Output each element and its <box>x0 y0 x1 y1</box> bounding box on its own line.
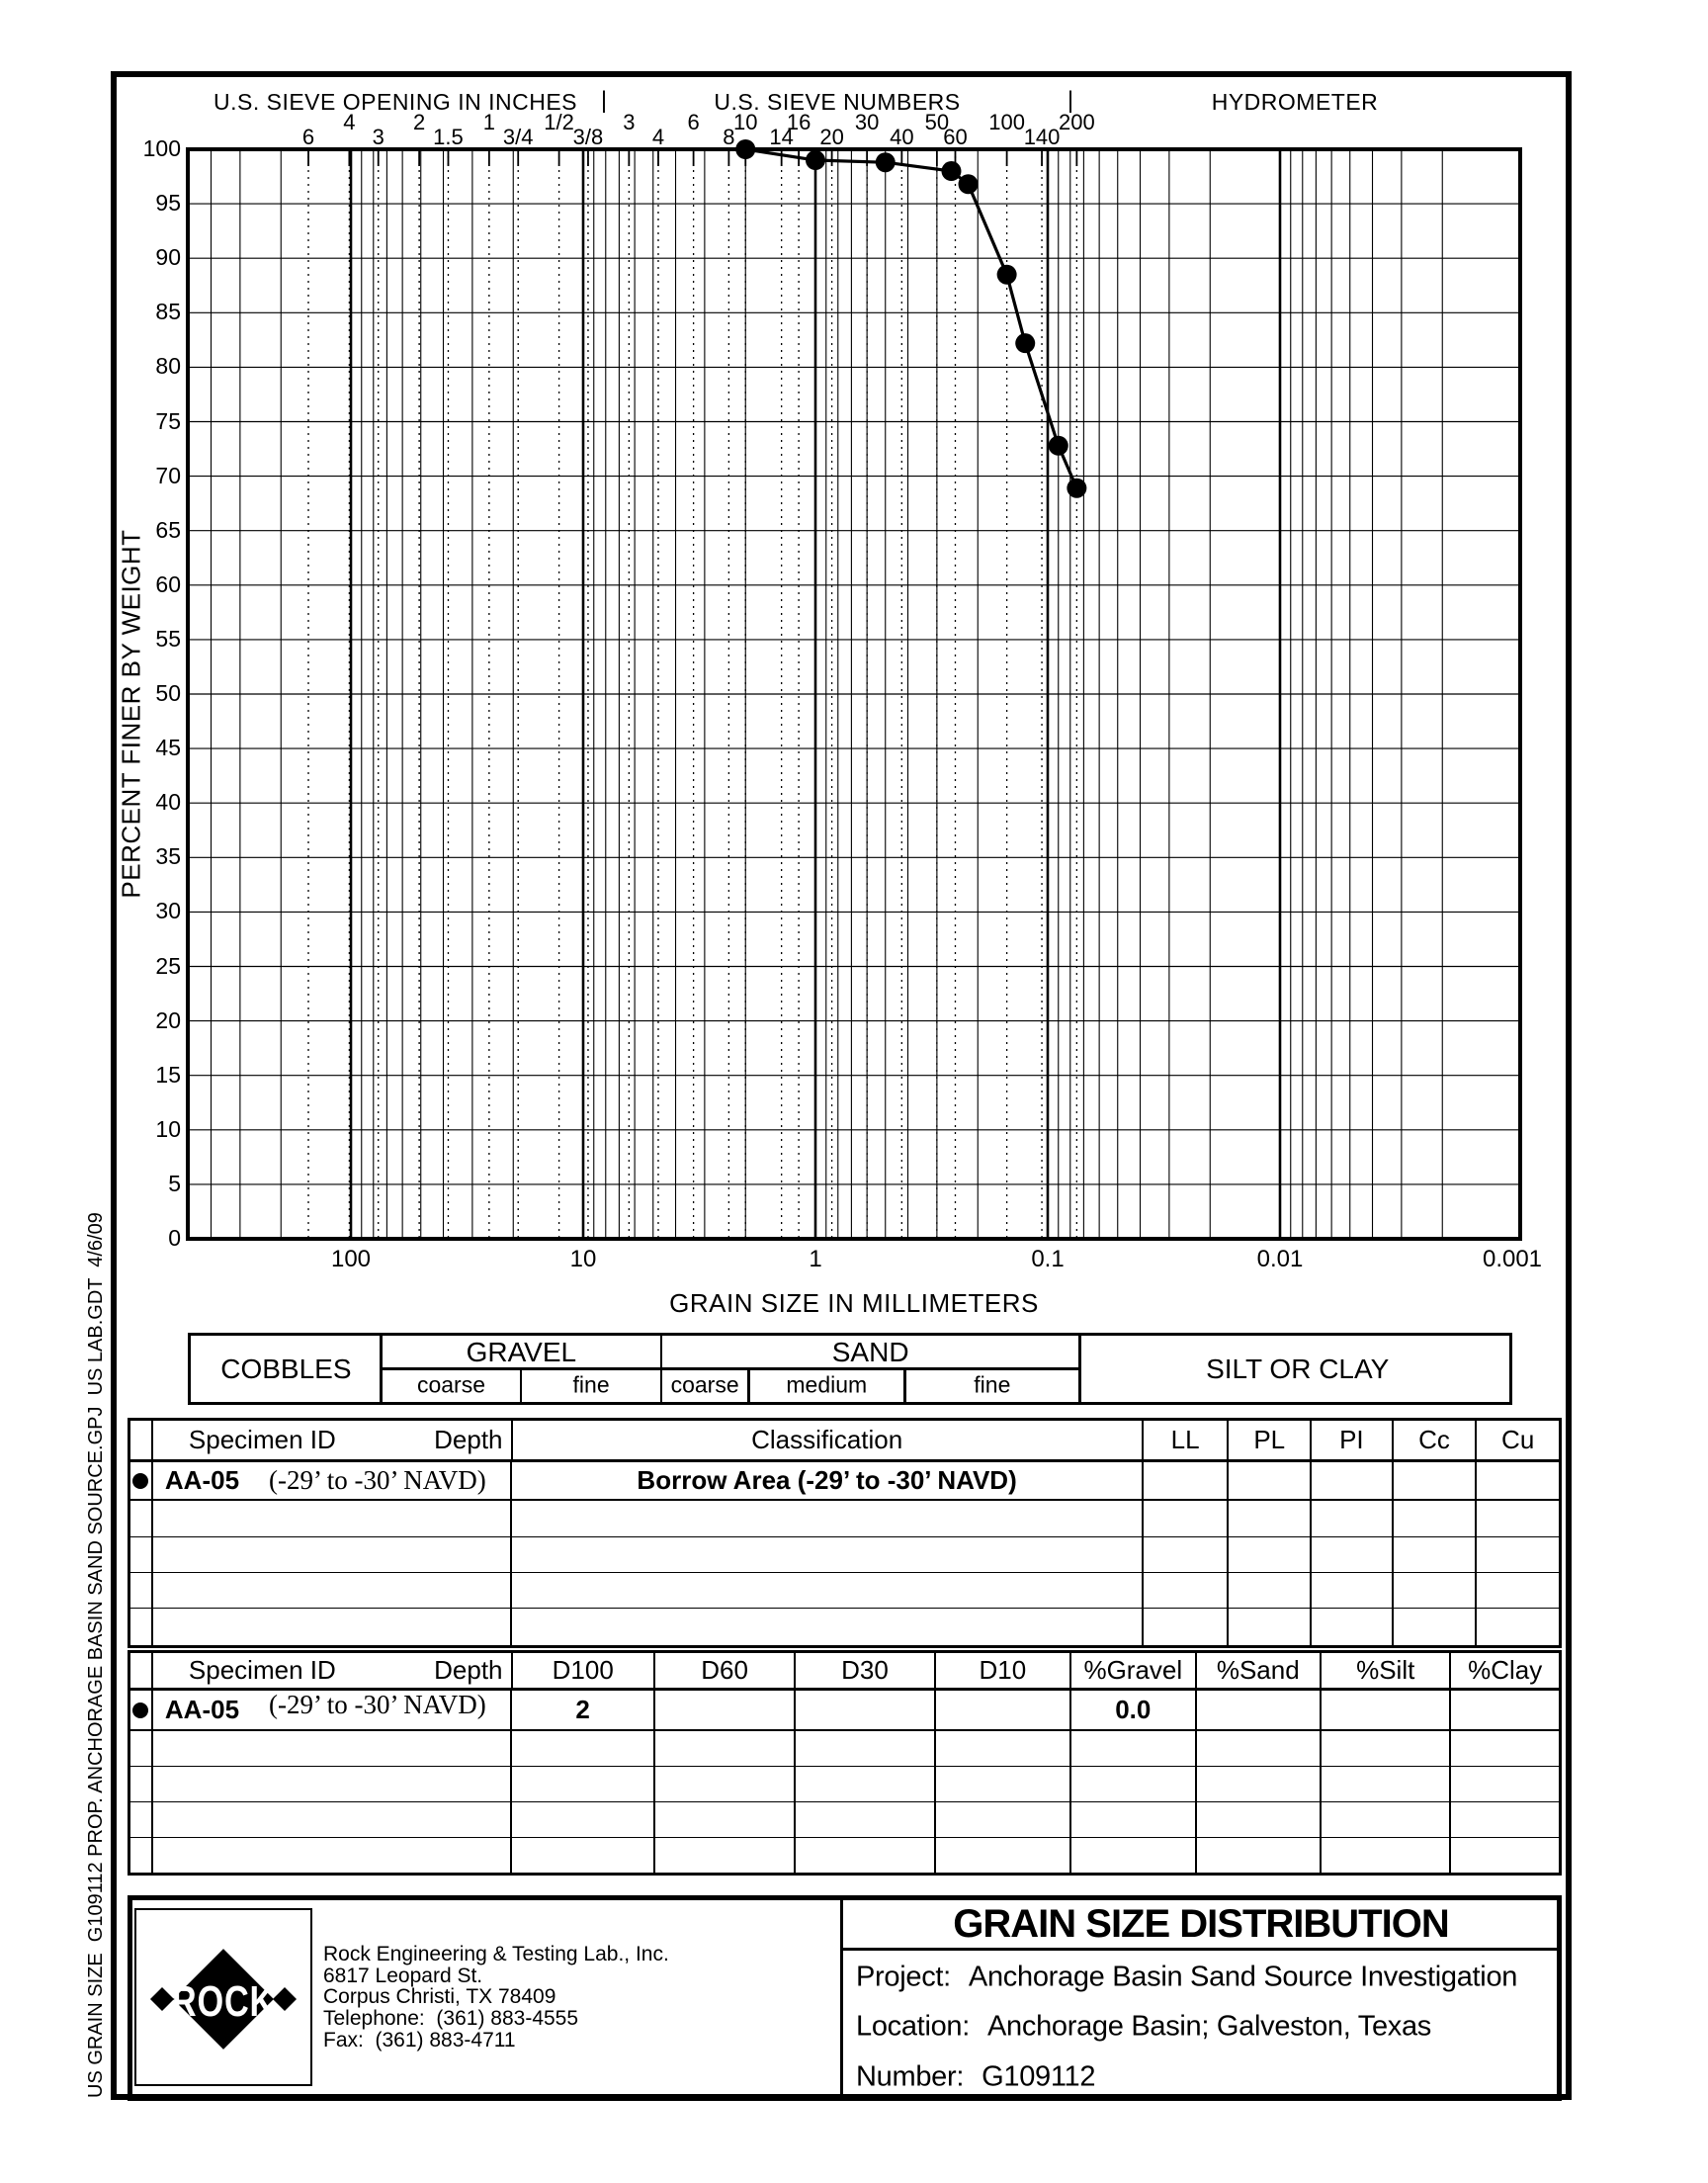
table-cell <box>1229 1609 1312 1645</box>
y-axis-tick-label: 85 <box>155 299 181 325</box>
depth-header: Depth <box>434 1425 503 1454</box>
table-cell <box>153 1838 512 1873</box>
report-field <box>856 2061 1095 2094</box>
data-point-marker <box>876 152 896 172</box>
table-cell <box>1197 1802 1322 1837</box>
y-axis-tick-label: 75 <box>155 407 181 434</box>
y-axis-tick-label: 30 <box>155 898 181 924</box>
table-value-cell <box>1451 1691 1559 1729</box>
x-axis-title: GRAIN SIZE IN MILLIMETERS <box>669 1288 1039 1318</box>
sieve-size-label: 3 <box>623 110 636 134</box>
field-value: G109112 <box>982 2060 1096 2093</box>
table-cell <box>153 1462 513 1499</box>
sieve-size-label: 40 <box>890 125 914 149</box>
table-header-row <box>130 1421 1559 1462</box>
sieve-size-label: 3/4 <box>502 125 534 149</box>
column-header: PI <box>1312 1421 1394 1459</box>
field-label: Project: <box>856 1961 951 1993</box>
y-axis-tick-label: 20 <box>155 1006 181 1033</box>
company-info-line: Rock Engineering & Testing Lab., Inc. <box>323 1943 669 1965</box>
field-label: Location: <box>856 2010 970 2043</box>
header-separator: | <box>1067 87 1074 114</box>
header-sieve-inches: U.S. SIEVE OPENING IN INCHES <box>213 89 578 115</box>
table-cell <box>130 1462 153 1499</box>
company-info-line: Corpus Christi, TX 78409 <box>323 1985 556 2009</box>
band-gravel-coarse-label: coarse <box>416 1371 485 1398</box>
logo-text: ROCK <box>171 1977 276 2026</box>
filename-sidebar-text: US GRAIN SIZE G109112 PROP. ANCHORAGE BASIN SAND SOURCE.GPJ US LAB.GDT 4/6/09 <box>85 1212 107 2098</box>
table-cell <box>796 1767 935 1801</box>
table-cell <box>1477 1501 1559 1536</box>
specimen-id-value: AA-05 <box>164 1465 240 1495</box>
sieve-size-label: 14 <box>769 125 794 149</box>
data-point-marker <box>941 161 961 181</box>
x-axis-tick-label: 0.01 <box>1256 1246 1304 1272</box>
x-axis-tick-label: 1 <box>809 1246 822 1272</box>
table-cell <box>1394 1537 1478 1572</box>
title-block <box>128 1895 1562 2101</box>
soil-classification-band <box>188 1333 1512 1405</box>
table-value-cell: 2 <box>512 1691 654 1729</box>
band-sand-coarse-label: coarse <box>670 1371 739 1398</box>
report-title-box <box>840 1900 1562 1951</box>
y-axis-tick-label: 65 <box>155 516 181 543</box>
table-value-cell <box>796 1691 935 1729</box>
table-cell <box>1197 1838 1322 1873</box>
sieve-size-label: 200 <box>1059 110 1095 134</box>
sieve-size-label: 6 <box>687 110 700 134</box>
field-label: Number: <box>856 2060 965 2093</box>
table-cell <box>1322 1767 1451 1801</box>
band-silt-clay-label: SILT OR CLAY <box>1206 1353 1390 1384</box>
band-sand-medium-label: medium <box>786 1371 868 1398</box>
sieve-size-label: 140 <box>1023 125 1061 149</box>
table-value-cell <box>1197 1691 1322 1729</box>
table-cell <box>512 1731 654 1766</box>
y-axis-tick-label: 15 <box>155 1061 181 1088</box>
table-value-cell: Borrow Area (-29’ to -30’ NAVD) <box>512 1462 1143 1499</box>
table-cell <box>1197 1767 1322 1801</box>
sieve-size-label: 50 <box>924 110 950 134</box>
company-info-line: Fax: (361) 883-4711 <box>323 2028 516 2052</box>
table-cell <box>1322 1838 1451 1873</box>
y-axis-tick-label: 25 <box>155 952 181 979</box>
company-info <box>323 1944 669 2052</box>
header-sieve-numbers: U.S. SIEVE NUMBERS <box>714 89 961 115</box>
header-separator: | <box>600 87 608 114</box>
table-cell <box>1312 1501 1394 1536</box>
table-cell <box>655 1802 796 1837</box>
table-cell <box>796 1838 935 1873</box>
table-cell <box>1144 1609 1230 1645</box>
table-cell <box>936 1767 1071 1801</box>
table-cell <box>1322 1731 1451 1766</box>
table-cell <box>1229 1537 1312 1572</box>
report-field <box>856 1962 1517 1994</box>
specimen-id-value: AA-05 <box>164 1695 240 1724</box>
column-header: %Clay <box>1468 1655 1543 1685</box>
table-cell <box>1312 1609 1394 1645</box>
table-cell <box>1071 1802 1196 1837</box>
data-point-marker <box>1015 333 1035 353</box>
table-empty-row <box>130 1731 1559 1767</box>
table-cell <box>130 1653 153 1688</box>
gradation-curve <box>745 149 1076 488</box>
table-cell <box>1322 1802 1451 1837</box>
table-cell <box>130 1501 153 1536</box>
y-axis-tick-label: 0 <box>168 1225 181 1251</box>
sieve-size-label: 1/2 <box>544 110 574 134</box>
y-axis-tick-label: 95 <box>155 190 181 217</box>
table-cell <box>1312 1537 1394 1572</box>
table-cell <box>1229 1501 1312 1536</box>
sieve-size-label: 1.5 <box>433 125 464 149</box>
company-logo <box>134 1908 312 2086</box>
table-cell <box>512 1573 1143 1608</box>
column-header: Cu <box>1501 1425 1535 1454</box>
table-cell <box>153 1767 512 1801</box>
y-axis-tick-label: 45 <box>155 735 181 761</box>
table-cell <box>130 1838 153 1873</box>
table-empty-row <box>130 1838 1559 1873</box>
table-cell <box>130 1802 153 1837</box>
classification-table <box>128 1418 1562 1648</box>
sieve-size-label: 1 <box>482 110 495 134</box>
sieve-size-label: 3/8 <box>572 125 604 149</box>
table-header-row <box>130 1653 1559 1691</box>
y-axis-tick-label: 35 <box>155 843 181 870</box>
header-hydrometer: HYDROMETER <box>1211 89 1379 115</box>
company-info-line: 6817 Leopard St. <box>323 1964 483 1987</box>
depth-header: Depth <box>434 1655 503 1685</box>
table-cell <box>1477 1609 1559 1645</box>
table-empty-row <box>130 1537 1559 1573</box>
column-header: D60 <box>655 1653 796 1688</box>
table-empty-row <box>130 1767 1559 1802</box>
sieve-size-label: 2 <box>412 110 426 134</box>
table-cell <box>1451 1731 1559 1766</box>
sieve-size-label: 4 <box>651 125 665 149</box>
table-value-cell <box>1312 1462 1394 1499</box>
table-cell <box>796 1731 935 1766</box>
column-header: Cc <box>1394 1421 1478 1459</box>
band-gravel-label: GRAVEL <box>466 1336 577 1367</box>
field-value: Anchorage Basin Sand Source Investigation <box>968 1961 1518 1993</box>
band-sand-fine-label: fine <box>974 1371 1011 1398</box>
table-row <box>130 1691 1559 1731</box>
y-axis-tick-label: 60 <box>155 570 181 597</box>
y-axis-tick-label: 5 <box>168 1170 181 1196</box>
sieve-size-label: 4 <box>343 110 356 134</box>
depth-value: (-29’ to -30’ NAVD) <box>269 1465 486 1495</box>
table-cell <box>153 1501 512 1536</box>
table-cell <box>1394 1573 1478 1608</box>
band-divider <box>903 1368 906 1402</box>
table-value-cell: 0.0 <box>1071 1691 1196 1729</box>
table-empty-row <box>130 1802 1559 1838</box>
table-cell <box>512 1501 1143 1536</box>
sieve-size-label: 100 <box>988 110 1025 134</box>
specimen-marker-icon <box>132 1703 148 1718</box>
x-axis-tick-label: 100 <box>330 1246 372 1272</box>
data-point-marker <box>1049 436 1068 456</box>
y-axis-title: PERCENT FINER BY WEIGHT <box>116 529 146 899</box>
table-value-cell <box>1322 1691 1451 1729</box>
table-cell <box>1477 1537 1559 1572</box>
table-cell <box>153 1421 513 1459</box>
table-cell <box>936 1802 1071 1837</box>
table-cell <box>130 1767 153 1801</box>
table-cell <box>655 1731 796 1766</box>
table-cell <box>1071 1838 1196 1873</box>
table-cell <box>1451 1838 1559 1873</box>
table-value-cell <box>655 1691 796 1729</box>
band-cobbles-label: COBBLES <box>220 1353 352 1384</box>
company-info-line: Telephone: (361) 883-4555 <box>323 2007 579 2031</box>
table-value-cell <box>1229 1462 1312 1499</box>
column-header: %Gravel <box>1071 1653 1196 1688</box>
table-cell <box>153 1537 512 1572</box>
table-cell <box>1144 1537 1230 1572</box>
sieve-size-label: 30 <box>854 110 880 134</box>
table-cell <box>1197 1731 1322 1766</box>
x-axis-tick-label: 0.001 <box>1482 1246 1543 1272</box>
table-cell <box>512 1537 1143 1572</box>
table-value-cell <box>1394 1462 1478 1499</box>
table-cell <box>130 1573 153 1608</box>
sieve-size-label: 8 <box>723 125 735 149</box>
table-cell <box>1144 1573 1230 1608</box>
table-cell <box>1451 1767 1559 1801</box>
table-cell <box>153 1802 512 1837</box>
table-cell <box>1229 1573 1312 1608</box>
data-point-marker <box>806 150 825 170</box>
x-axis-tick-label: 0.1 <box>1031 1246 1065 1272</box>
column-header: D10 <box>936 1653 1071 1688</box>
table-cell <box>153 1731 512 1766</box>
column-header: D100 <box>513 1653 655 1688</box>
column-header: %Silt <box>1322 1653 1451 1688</box>
table-value-cell <box>1144 1462 1230 1499</box>
data-point-marker <box>997 265 1017 285</box>
table-cell <box>1394 1501 1478 1536</box>
data-point-marker <box>735 139 755 159</box>
x-axis-tick-label: 10 <box>569 1246 597 1272</box>
y-axis-tick-label: 40 <box>155 789 181 816</box>
y-axis-tick-label: 100 <box>142 135 181 161</box>
y-axis-tick-label: 80 <box>155 353 181 380</box>
table-cell <box>512 1802 654 1837</box>
sieve-size-label: 6 <box>301 125 315 149</box>
table-cell <box>130 1691 153 1729</box>
table-cell <box>130 1609 153 1645</box>
field-value: Anchorage Basin; Galveston, Texas <box>987 2010 1432 2043</box>
column-header: PL <box>1229 1421 1312 1459</box>
table-cell <box>1312 1573 1394 1608</box>
table-empty-row <box>130 1573 1559 1609</box>
table-cell <box>153 1691 513 1729</box>
table-cell <box>1071 1767 1196 1801</box>
table-cell <box>512 1767 654 1801</box>
table-cell <box>936 1838 1071 1873</box>
table-cell <box>655 1767 796 1801</box>
table-cell <box>936 1731 1071 1766</box>
band-divider <box>747 1368 750 1402</box>
table-value-cell <box>936 1691 1071 1729</box>
column-header: Classification <box>513 1421 1144 1459</box>
y-axis-tick-label: 70 <box>155 462 181 488</box>
table-cell <box>153 1609 512 1645</box>
table-cell <box>1071 1731 1196 1766</box>
band-divider <box>520 1368 523 1402</box>
report-field <box>856 2011 1431 2044</box>
table-cell <box>1394 1609 1478 1645</box>
table-cell <box>655 1838 796 1873</box>
table-cell <box>512 1838 654 1873</box>
sieve-size-label: 3 <box>372 125 384 149</box>
table-value-cell <box>1477 1462 1559 1499</box>
table-cell <box>130 1537 153 1572</box>
table-cell <box>153 1653 513 1688</box>
specimen-marker-icon <box>132 1473 148 1489</box>
column-header: %Sand <box>1197 1653 1322 1688</box>
column-header: LL <box>1144 1421 1230 1459</box>
sieve-size-label: 16 <box>786 110 811 134</box>
band-sand-label: SAND <box>831 1336 909 1367</box>
table-empty-row <box>130 1501 1559 1537</box>
specimen-id-header: Specimen ID <box>188 1655 336 1685</box>
column-header: D30 <box>796 1653 935 1688</box>
data-point-marker <box>959 174 979 194</box>
table-cell <box>1477 1573 1559 1608</box>
depth-value: (-29’ to -30’ NAVD) <box>269 1690 486 1719</box>
gradation-table <box>128 1650 1562 1876</box>
table-cell <box>796 1802 935 1837</box>
table-cell <box>130 1421 153 1459</box>
report-title: GRAIN SIZE DISTRIBUTION <box>953 1901 1449 1946</box>
data-point-marker <box>1067 479 1086 498</box>
table-empty-row <box>130 1609 1559 1645</box>
sieve-size-label: 60 <box>943 125 968 149</box>
band-gravel-fine-label: fine <box>572 1371 610 1398</box>
sieve-size-label: 10 <box>733 110 758 134</box>
y-axis-tick-label: 50 <box>155 680 181 706</box>
table-cell <box>153 1573 512 1608</box>
table-row <box>130 1462 1559 1501</box>
sieve-size-label: 20 <box>819 125 844 149</box>
y-axis-tick-label: 10 <box>155 1115 181 1142</box>
table-cell <box>1144 1501 1230 1536</box>
table-cell <box>512 1609 1143 1645</box>
table-cell <box>130 1731 153 1766</box>
y-axis-tick-label: 55 <box>155 625 181 652</box>
table-cell <box>1451 1802 1559 1837</box>
specimen-id-header: Specimen ID <box>188 1425 336 1454</box>
y-axis-tick-label: 90 <box>155 244 181 271</box>
